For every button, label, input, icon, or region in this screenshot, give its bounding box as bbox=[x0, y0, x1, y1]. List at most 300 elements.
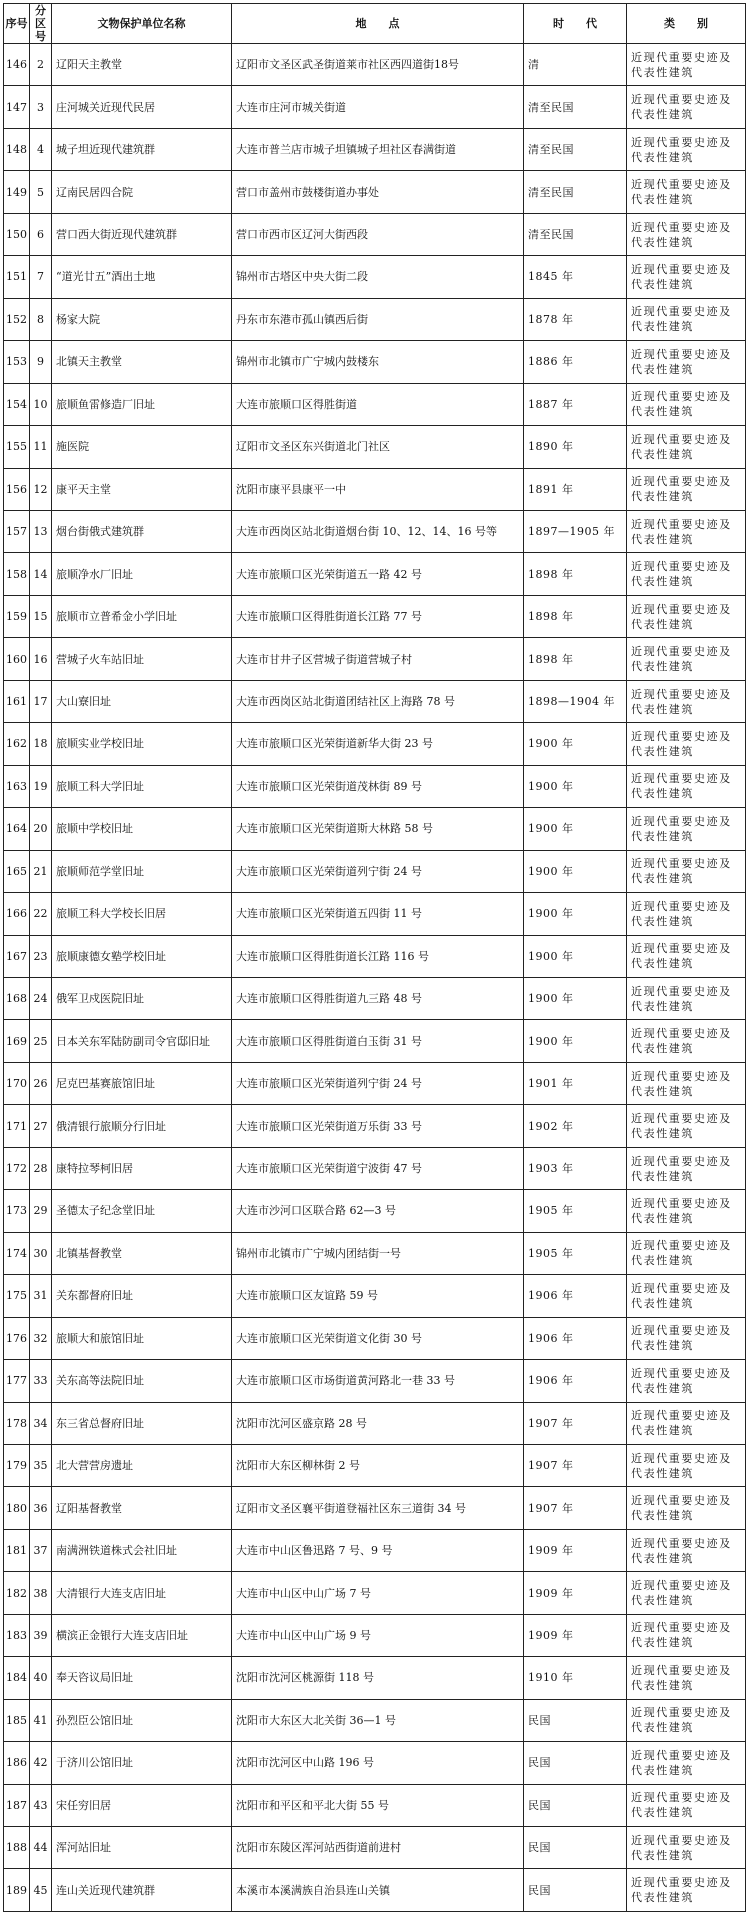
district-number-cell: 36 bbox=[30, 1487, 52, 1529]
location-cell: 大连市西岗区站北街道烟台街 10、12、14、16 号等 bbox=[232, 510, 524, 552]
location-cell: 大连市旅顺口区光荣街道列宁街 24 号 bbox=[232, 850, 524, 892]
table-row bbox=[4, 1020, 746, 1062]
serial-number-cell: 147 bbox=[4, 86, 30, 128]
serial-number-cell: 178 bbox=[4, 1402, 30, 1444]
table-row bbox=[4, 1827, 746, 1869]
district-number-cell: 31 bbox=[30, 1275, 52, 1317]
serial-number-cell: 183 bbox=[4, 1614, 30, 1656]
location-cell: 大连市沙河口区联合路 62—3 号 bbox=[232, 1190, 524, 1232]
serial-number-cell: 188 bbox=[4, 1827, 30, 1869]
location-cell: 大连市旅顺口区光荣街道五一路 42 号 bbox=[232, 553, 524, 595]
district-number-cell: 17 bbox=[30, 680, 52, 722]
serial-number-cell: 182 bbox=[4, 1572, 30, 1614]
era-cell: 1886 年 bbox=[524, 341, 627, 383]
location-cell: 大连市中山区中山广场 7 号 bbox=[232, 1572, 524, 1614]
serial-number-cell: 176 bbox=[4, 1317, 30, 1359]
site-name-cell: 孙烈臣公馆旧址 bbox=[52, 1699, 232, 1741]
era-cell: 1907 年 bbox=[524, 1402, 627, 1444]
category-cell: 近现代重要史迹及代表性建筑 bbox=[627, 1402, 746, 1444]
era-cell: 民国 bbox=[524, 1742, 627, 1784]
site-name-cell: 连山关近现代建筑群 bbox=[52, 1869, 232, 1912]
serial-number-cell: 156 bbox=[4, 468, 30, 510]
table-row bbox=[4, 1275, 746, 1317]
era-cell: 1900 年 bbox=[524, 850, 627, 892]
district-number-cell: 22 bbox=[30, 893, 52, 935]
table-row bbox=[4, 1784, 746, 1826]
category-cell: 近现代重要史迹及代表性建筑 bbox=[627, 1487, 746, 1529]
site-name-cell: 关东高等法院旧址 bbox=[52, 1360, 232, 1402]
era-cell: 民国 bbox=[524, 1699, 627, 1741]
category-cell: 近现代重要史迹及代表性建筑 bbox=[627, 638, 746, 680]
table-row bbox=[4, 765, 746, 807]
serial-number-cell: 170 bbox=[4, 1062, 30, 1104]
era-cell: 1905 年 bbox=[524, 1190, 627, 1232]
category-cell: 近现代重要史迹及代表性建筑 bbox=[627, 86, 746, 128]
category-cell: 近现代重要史迹及代表性建筑 bbox=[627, 1742, 746, 1784]
location-cell: 沈阳市东陵区浑河站西街道前进村 bbox=[232, 1827, 524, 1869]
site-name-cell: 南满洲铁道株式会社旧址 bbox=[52, 1529, 232, 1571]
category-cell: 近现代重要史迹及代表性建筑 bbox=[627, 1062, 746, 1104]
table-row bbox=[4, 935, 746, 977]
site-name-cell: 北镇基督教堂 bbox=[52, 1232, 232, 1274]
location-cell: 沈阳市沈河区中山路 196 号 bbox=[232, 1742, 524, 1784]
site-name-cell: 城子坦近现代建筑群 bbox=[52, 128, 232, 170]
table-row bbox=[4, 1062, 746, 1104]
serial-number-cell: 164 bbox=[4, 808, 30, 850]
table-row bbox=[4, 1105, 746, 1147]
table-row bbox=[4, 553, 746, 595]
serial-number-cell: 173 bbox=[4, 1190, 30, 1232]
site-name-cell: 圣德太子纪念堂旧址 bbox=[52, 1190, 232, 1232]
era-cell: 清至民国 bbox=[524, 213, 627, 255]
category-cell: 近现代重要史迹及代表性建筑 bbox=[627, 1572, 746, 1614]
serial-number-cell: 189 bbox=[4, 1869, 30, 1912]
era-cell: 民国 bbox=[524, 1827, 627, 1869]
location-cell: 大连市中山区鲁迅路 7 号、9 号 bbox=[232, 1529, 524, 1571]
category-cell: 近现代重要史迹及代表性建筑 bbox=[627, 1105, 746, 1147]
site-name-cell: 旅顺实业学校旧址 bbox=[52, 723, 232, 765]
serial-number-cell: 180 bbox=[4, 1487, 30, 1529]
document-page bbox=[3, 3, 745, 1912]
location-cell: 沈阳市康平县康平一中 bbox=[232, 468, 524, 510]
era-cell: 1887 年 bbox=[524, 383, 627, 425]
district-number-cell: 41 bbox=[30, 1699, 52, 1741]
table-row bbox=[4, 510, 746, 552]
site-name-cell: 旅顺工科大学校长旧居 bbox=[52, 893, 232, 935]
table-row bbox=[4, 426, 746, 468]
district-number-cell: 43 bbox=[30, 1784, 52, 1826]
serial-number-cell: 161 bbox=[4, 680, 30, 722]
location-cell: 大连市旅顺口区友谊路 59 号 bbox=[232, 1275, 524, 1317]
location-cell: 大连市旅顺口区得胜街道九三路 48 号 bbox=[232, 977, 524, 1019]
location-cell: 本溪市本溪满族自治县连山关镇 bbox=[232, 1869, 524, 1912]
location-cell: 沈阳市沈河区盛京路 28 号 bbox=[232, 1402, 524, 1444]
era-cell: 1900 年 bbox=[524, 893, 627, 935]
site-name-cell: 日本关东军陆防副司令官邸旧址 bbox=[52, 1020, 232, 1062]
district-number-cell: 26 bbox=[30, 1062, 52, 1104]
category-cell: 近现代重要史迹及代表性建筑 bbox=[627, 808, 746, 850]
era-cell: 1900 年 bbox=[524, 723, 627, 765]
era-cell: 1845 年 bbox=[524, 256, 627, 298]
district-number-cell: 5 bbox=[30, 171, 52, 213]
era-cell: 民国 bbox=[524, 1869, 627, 1912]
category-cell: 近现代重要史迹及代表性建筑 bbox=[627, 850, 746, 892]
table-row bbox=[4, 723, 746, 765]
site-name-cell: 宋任穷旧居 bbox=[52, 1784, 232, 1826]
site-name-cell: 东三省总督府旧址 bbox=[52, 1402, 232, 1444]
site-name-cell: 俄清银行旅顺分行旧址 bbox=[52, 1105, 232, 1147]
serial-number-cell: 166 bbox=[4, 893, 30, 935]
location-cell: 大连市旅顺口区得胜街道 bbox=[232, 383, 524, 425]
district-number-cell: 27 bbox=[30, 1105, 52, 1147]
serial-number-cell: 169 bbox=[4, 1020, 30, 1062]
category-cell: 近现代重要史迹及代表性建筑 bbox=[627, 1360, 746, 1402]
location-cell: 大连市旅顺口区光荣街道茂林街 89 号 bbox=[232, 765, 524, 807]
serial-number-cell: 150 bbox=[4, 213, 30, 255]
site-name-cell: 庄河城关近现代民居 bbox=[52, 86, 232, 128]
site-name-cell: 旅顺大和旅馆旧址 bbox=[52, 1317, 232, 1359]
serial-number-cell: 185 bbox=[4, 1699, 30, 1741]
serial-number-cell: 148 bbox=[4, 128, 30, 170]
era-cell: 1878 年 bbox=[524, 298, 627, 340]
site-name-cell: 旅顺鱼雷修造厂旧址 bbox=[52, 383, 232, 425]
site-name-cell: 横滨正金银行大连支店旧址 bbox=[52, 1614, 232, 1656]
site-name-cell: “道光廿五”酒出土地 bbox=[52, 256, 232, 298]
era-cell: 清至民国 bbox=[524, 128, 627, 170]
category-cell: 近现代重要史迹及代表性建筑 bbox=[627, 595, 746, 637]
district-number-cell: 39 bbox=[30, 1614, 52, 1656]
location-cell: 大连市旅顺口区光荣街道斯大林路 58 号 bbox=[232, 808, 524, 850]
site-name-cell: 辽阳天主教堂 bbox=[52, 44, 232, 86]
heritage-sites-table bbox=[3, 3, 746, 1912]
category-cell: 近现代重要史迹及代表性建筑 bbox=[627, 171, 746, 213]
era-cell: 1891 年 bbox=[524, 468, 627, 510]
serial-number-cell: 152 bbox=[4, 298, 30, 340]
table-row bbox=[4, 1869, 746, 1912]
serial-number-cell: 158 bbox=[4, 553, 30, 595]
category-cell: 近现代重要史迹及代表性建筑 bbox=[627, 977, 746, 1019]
era-cell: 1901 年 bbox=[524, 1062, 627, 1104]
serial-number-cell: 177 bbox=[4, 1360, 30, 1402]
district-number-cell: 6 bbox=[30, 213, 52, 255]
location-cell: 沈阳市和平区和平北大街 55 号 bbox=[232, 1784, 524, 1826]
location-cell: 沈阳市大东区大北关街 36—1 号 bbox=[232, 1699, 524, 1741]
district-number-cell: 25 bbox=[30, 1020, 52, 1062]
category-cell: 近现代重要史迹及代表性建筑 bbox=[627, 256, 746, 298]
category-cell: 近现代重要史迹及代表性建筑 bbox=[627, 1444, 746, 1486]
serial-number-cell: 184 bbox=[4, 1657, 30, 1699]
site-name-cell: 北镇天主教堂 bbox=[52, 341, 232, 383]
table-row bbox=[4, 850, 746, 892]
era-cell: 1898 年 bbox=[524, 638, 627, 680]
table-row bbox=[4, 171, 746, 213]
site-name-cell: 辽南民居四合院 bbox=[52, 171, 232, 213]
era-cell: 1907 年 bbox=[524, 1444, 627, 1486]
site-name-cell: 旅顺市立普希金小学旧址 bbox=[52, 595, 232, 637]
location-cell: 锦州市北镇市广宁城内团结街一号 bbox=[232, 1232, 524, 1274]
table-row bbox=[4, 1190, 746, 1232]
table-row bbox=[4, 128, 746, 170]
district-number-cell: 37 bbox=[30, 1529, 52, 1571]
category-cell: 近现代重要史迹及代表性建筑 bbox=[627, 510, 746, 552]
era-cell: 1909 年 bbox=[524, 1614, 627, 1656]
district-number-cell: 2 bbox=[30, 44, 52, 86]
district-number-cell: 23 bbox=[30, 935, 52, 977]
category-cell: 近现代重要史迹及代表性建筑 bbox=[627, 1614, 746, 1656]
district-number-cell: 33 bbox=[30, 1360, 52, 1402]
location-cell: 大连市旅顺口区得胜街道长江路 116 号 bbox=[232, 935, 524, 977]
table-header-row bbox=[4, 4, 746, 44]
location-cell: 大连市旅顺口区得胜街道长江路 77 号 bbox=[232, 595, 524, 637]
table-row bbox=[4, 1232, 746, 1274]
table-row bbox=[4, 638, 746, 680]
site-name-cell: 奉天咨议局旧址 bbox=[52, 1657, 232, 1699]
site-name-cell: 营城子火车站旧址 bbox=[52, 638, 232, 680]
era-cell: 1898—1904 年 bbox=[524, 680, 627, 722]
site-name-cell: 施医院 bbox=[52, 426, 232, 468]
location-cell: 大连市旅顺口区光荣街道万乐街 33 号 bbox=[232, 1105, 524, 1147]
header-category: 类 别 bbox=[627, 4, 746, 44]
category-cell: 近现代重要史迹及代表性建筑 bbox=[627, 1699, 746, 1741]
era-cell: 1900 年 bbox=[524, 977, 627, 1019]
header-site-name: 文物保护单位名称 bbox=[52, 4, 232, 44]
category-cell: 近现代重要史迹及代表性建筑 bbox=[627, 1232, 746, 1274]
site-name-cell: 俄军卫戍医院旧址 bbox=[52, 977, 232, 1019]
table-row bbox=[4, 1360, 746, 1402]
site-name-cell: 关东都督府旧址 bbox=[52, 1275, 232, 1317]
table-row bbox=[4, 213, 746, 255]
district-number-cell: 32 bbox=[30, 1317, 52, 1359]
location-cell: 营口市盖州市鼓楼街道办事处 bbox=[232, 171, 524, 213]
category-cell: 近现代重要史迹及代表性建筑 bbox=[627, 1317, 746, 1359]
serial-number-cell: 153 bbox=[4, 341, 30, 383]
category-cell: 近现代重要史迹及代表性建筑 bbox=[627, 680, 746, 722]
category-cell: 近现代重要史迹及代表性建筑 bbox=[627, 1869, 746, 1912]
site-name-cell: 康特拉琴柯旧居 bbox=[52, 1147, 232, 1189]
site-name-cell: 北大营营房遗址 bbox=[52, 1444, 232, 1486]
district-number-cell: 30 bbox=[30, 1232, 52, 1274]
category-cell: 近现代重要史迹及代表性建筑 bbox=[627, 1190, 746, 1232]
serial-number-cell: 146 bbox=[4, 44, 30, 86]
table-row bbox=[4, 1317, 746, 1359]
district-number-cell: 11 bbox=[30, 426, 52, 468]
district-number-cell: 16 bbox=[30, 638, 52, 680]
era-cell: 1907 年 bbox=[524, 1487, 627, 1529]
category-cell: 近现代重要史迹及代表性建筑 bbox=[627, 553, 746, 595]
site-name-cell: 旅顺中学校旧址 bbox=[52, 808, 232, 850]
site-name-cell: 杨家大院 bbox=[52, 298, 232, 340]
category-cell: 近现代重要史迹及代表性建筑 bbox=[627, 935, 746, 977]
district-number-cell: 35 bbox=[30, 1444, 52, 1486]
era-cell: 1890 年 bbox=[524, 426, 627, 468]
site-name-cell: 旅顺工科大学旧址 bbox=[52, 765, 232, 807]
location-cell: 辽阳市文圣区襄平街道登福社区东三道街 34 号 bbox=[232, 1487, 524, 1529]
category-cell: 近现代重要史迹及代表性建筑 bbox=[627, 1529, 746, 1571]
district-number-cell: 28 bbox=[30, 1147, 52, 1189]
table-body bbox=[4, 44, 746, 1912]
location-cell: 沈阳市大东区柳林街 2 号 bbox=[232, 1444, 524, 1486]
era-cell: 1898 年 bbox=[524, 595, 627, 637]
location-cell: 大连市中山区中山广场 9 号 bbox=[232, 1614, 524, 1656]
district-number-cell: 13 bbox=[30, 510, 52, 552]
header-district-number: 分区号 bbox=[30, 4, 52, 44]
location-cell: 大连市西岗区站北街道团结社区上海路 78 号 bbox=[232, 680, 524, 722]
category-cell: 近现代重要史迹及代表性建筑 bbox=[627, 1827, 746, 1869]
table-row bbox=[4, 1699, 746, 1741]
district-number-cell: 4 bbox=[30, 128, 52, 170]
table-row bbox=[4, 1572, 746, 1614]
site-name-cell: 尼克巴基赛旅馆旧址 bbox=[52, 1062, 232, 1104]
category-cell: 近现代重要史迹及代表性建筑 bbox=[627, 298, 746, 340]
era-cell: 1909 年 bbox=[524, 1572, 627, 1614]
district-number-cell: 12 bbox=[30, 468, 52, 510]
table-row bbox=[4, 977, 746, 1019]
location-cell: 大连市旅顺口区光荣街道新华大街 23 号 bbox=[232, 723, 524, 765]
category-cell: 近现代重要史迹及代表性建筑 bbox=[627, 1657, 746, 1699]
site-name-cell: 旅顺净水厂旧址 bbox=[52, 553, 232, 595]
district-number-cell: 20 bbox=[30, 808, 52, 850]
era-cell: 1906 年 bbox=[524, 1360, 627, 1402]
location-cell: 锦州市古塔区中央大街二段 bbox=[232, 256, 524, 298]
era-cell: 1900 年 bbox=[524, 765, 627, 807]
location-cell: 大连市甘井子区营城子街道营城子村 bbox=[232, 638, 524, 680]
site-name-cell: 营口西大街近现代建筑群 bbox=[52, 213, 232, 255]
era-cell: 1909 年 bbox=[524, 1529, 627, 1571]
category-cell: 近现代重要史迹及代表性建筑 bbox=[627, 723, 746, 765]
location-cell: 丹东市东港市孤山镇西后街 bbox=[232, 298, 524, 340]
category-cell: 近现代重要史迹及代表性建筑 bbox=[627, 893, 746, 935]
serial-number-cell: 163 bbox=[4, 765, 30, 807]
era-cell: 1900 年 bbox=[524, 935, 627, 977]
location-cell: 大连市旅顺口区市场街道黄河路北一巷 33 号 bbox=[232, 1360, 524, 1402]
serial-number-cell: 149 bbox=[4, 171, 30, 213]
header-serial-number: 序号 bbox=[4, 4, 30, 44]
table-row bbox=[4, 256, 746, 298]
district-number-cell: 44 bbox=[30, 1827, 52, 1869]
header-location: 地 点 bbox=[232, 4, 524, 44]
category-cell: 近现代重要史迹及代表性建筑 bbox=[627, 213, 746, 255]
district-number-cell: 7 bbox=[30, 256, 52, 298]
header-era: 时 代 bbox=[524, 4, 627, 44]
location-cell: 大连市旅顺口区光荣街道文化街 30 号 bbox=[232, 1317, 524, 1359]
site-name-cell: 浑河站旧址 bbox=[52, 1827, 232, 1869]
table-row bbox=[4, 1529, 746, 1571]
table-row bbox=[4, 86, 746, 128]
district-number-cell: 3 bbox=[30, 86, 52, 128]
location-cell: 沈阳市沈河区桃源街 118 号 bbox=[232, 1657, 524, 1699]
category-cell: 近现代重要史迹及代表性建筑 bbox=[627, 1147, 746, 1189]
serial-number-cell: 172 bbox=[4, 1147, 30, 1189]
location-cell: 大连市庄河市城关街道 bbox=[232, 86, 524, 128]
table-row bbox=[4, 298, 746, 340]
location-cell: 大连市普兰店市城子坦镇城子坦社区春满街道 bbox=[232, 128, 524, 170]
era-cell: 1906 年 bbox=[524, 1275, 627, 1317]
district-number-cell: 21 bbox=[30, 850, 52, 892]
district-number-cell: 10 bbox=[30, 383, 52, 425]
category-cell: 近现代重要史迹及代表性建筑 bbox=[627, 383, 746, 425]
location-cell: 营口市西市区辽河大街西段 bbox=[232, 213, 524, 255]
serial-number-cell: 168 bbox=[4, 977, 30, 1019]
location-cell: 大连市旅顺口区光荣街道宁波街 47 号 bbox=[232, 1147, 524, 1189]
serial-number-cell: 167 bbox=[4, 935, 30, 977]
district-number-cell: 18 bbox=[30, 723, 52, 765]
district-number-cell: 14 bbox=[30, 553, 52, 595]
site-name-cell: 大山寮旧址 bbox=[52, 680, 232, 722]
category-cell: 近现代重要史迹及代表性建筑 bbox=[627, 1784, 746, 1826]
district-number-cell: 40 bbox=[30, 1657, 52, 1699]
serial-number-cell: 174 bbox=[4, 1232, 30, 1274]
district-number-cell: 45 bbox=[30, 1869, 52, 1912]
location-cell: 辽阳市文圣区东兴街道北门社区 bbox=[232, 426, 524, 468]
era-cell: 1900 年 bbox=[524, 1020, 627, 1062]
location-cell: 大连市旅顺口区得胜街道白玉街 31 号 bbox=[232, 1020, 524, 1062]
table-row bbox=[4, 1657, 746, 1699]
serial-number-cell: 162 bbox=[4, 723, 30, 765]
era-cell: 民国 bbox=[524, 1784, 627, 1826]
serial-number-cell: 160 bbox=[4, 638, 30, 680]
category-cell: 近现代重要史迹及代表性建筑 bbox=[627, 341, 746, 383]
serial-number-cell: 187 bbox=[4, 1784, 30, 1826]
site-name-cell: 旅顺康德女塾学校旧址 bbox=[52, 935, 232, 977]
location-cell: 大连市旅顺口区光荣街道五四街 11 号 bbox=[232, 893, 524, 935]
era-cell: 清至民国 bbox=[524, 171, 627, 213]
table-row bbox=[4, 680, 746, 722]
location-cell: 辽阳市文圣区武圣街道莱市社区西四道街18号 bbox=[232, 44, 524, 86]
table-row bbox=[4, 383, 746, 425]
serial-number-cell: 179 bbox=[4, 1444, 30, 1486]
district-number-cell: 19 bbox=[30, 765, 52, 807]
table-row bbox=[4, 44, 746, 86]
serial-number-cell: 175 bbox=[4, 1275, 30, 1317]
table-row bbox=[4, 1614, 746, 1656]
serial-number-cell: 154 bbox=[4, 383, 30, 425]
era-cell: 1905 年 bbox=[524, 1232, 627, 1274]
table-row bbox=[4, 893, 746, 935]
serial-number-cell: 181 bbox=[4, 1529, 30, 1571]
serial-number-cell: 157 bbox=[4, 510, 30, 552]
district-number-cell: 42 bbox=[30, 1742, 52, 1784]
district-number-cell: 15 bbox=[30, 595, 52, 637]
category-cell: 近现代重要史迹及代表性建筑 bbox=[627, 128, 746, 170]
site-name-cell: 大清银行大连支店旧址 bbox=[52, 1572, 232, 1614]
category-cell: 近现代重要史迹及代表性建筑 bbox=[627, 468, 746, 510]
table-row bbox=[4, 1444, 746, 1486]
table-row bbox=[4, 468, 746, 510]
table-row bbox=[4, 1147, 746, 1189]
table-row bbox=[4, 1742, 746, 1784]
era-cell: 1906 年 bbox=[524, 1317, 627, 1359]
table-row bbox=[4, 595, 746, 637]
serial-number-cell: 155 bbox=[4, 426, 30, 468]
category-cell: 近现代重要史迹及代表性建筑 bbox=[627, 426, 746, 468]
era-cell: 1903 年 bbox=[524, 1147, 627, 1189]
category-cell: 近现代重要史迹及代表性建筑 bbox=[627, 44, 746, 86]
category-cell: 近现代重要史迹及代表性建筑 bbox=[627, 1020, 746, 1062]
location-cell: 大连市旅顺口区光荣街道列宁街 24 号 bbox=[232, 1062, 524, 1104]
era-cell: 1902 年 bbox=[524, 1105, 627, 1147]
era-cell: 1898 年 bbox=[524, 553, 627, 595]
district-number-cell: 9 bbox=[30, 341, 52, 383]
serial-number-cell: 151 bbox=[4, 256, 30, 298]
site-name-cell: 于济川公馆旧址 bbox=[52, 1742, 232, 1784]
site-name-cell: 康平天主堂 bbox=[52, 468, 232, 510]
table-row bbox=[4, 808, 746, 850]
serial-number-cell: 165 bbox=[4, 850, 30, 892]
site-name-cell: 旅顺师范学堂旧址 bbox=[52, 850, 232, 892]
category-cell: 近现代重要史迹及代表性建筑 bbox=[627, 765, 746, 807]
table-row bbox=[4, 1487, 746, 1529]
era-cell: 1910 年 bbox=[524, 1657, 627, 1699]
